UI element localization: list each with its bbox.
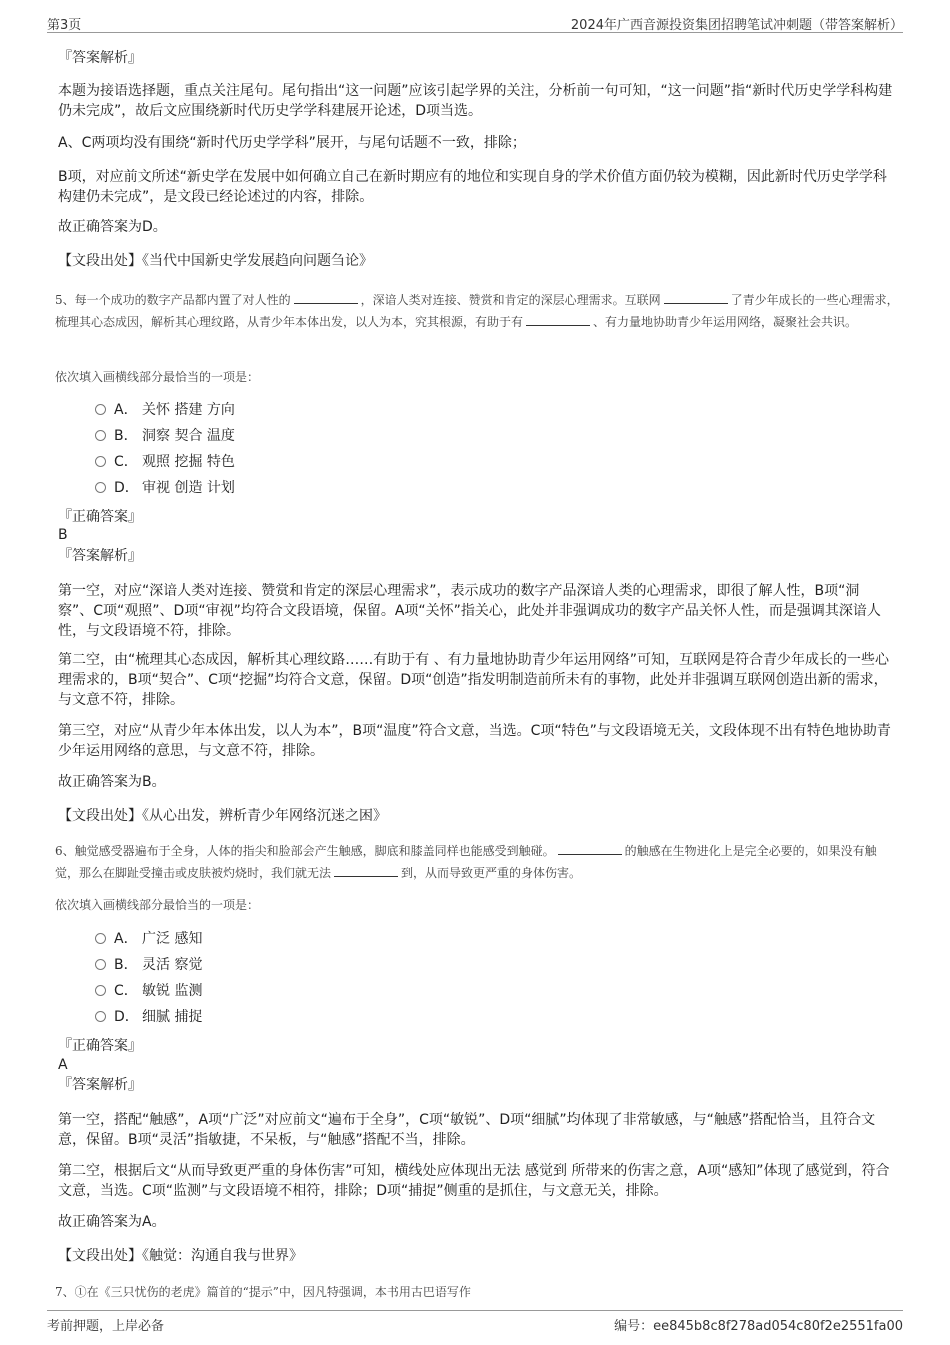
q5-option-c[interactable]: C． 观照 挖掘 特色	[95, 452, 235, 472]
radio-icon[interactable]	[95, 404, 106, 415]
q6-question-text: 6、触觉感受器遍布于全身，人体的指尖和脸部会产生触感，脚底和膝盖同样也能感受到触碰。 的触感在生物进化上是完全必要的，如果没有触觉，那么在脚趾受撞击或皮肤被灼烧时，我们就无法 到，从而导致更严重的身体伤害。	[55, 844, 877, 880]
q5-analysis-para3: 第三空，对应“从青少年本体出发，以人为本”，B项“温度”符合文意，当选。C项“特色”与文段语境无关，文段体现不出有特色地协助青少年运用网络的意思，与文意不符，排除。	[58, 723, 891, 759]
q6-source: 【文段出处】《触觉：沟通自我与世界》	[58, 1248, 303, 1264]
q6-analysis-para1: 第一空，搭配“触感”，A项“广泛”对应前文“遍布于全身”，C项“敏锐”、D项“细腻”均体现了非常敏感，与“触感”搭配恰当，且符合文意，保留。B项“灵活”指敏捷，不呆板，与“触感”搭配不当，排除。	[58, 1112, 876, 1148]
radio-icon[interactable]	[95, 482, 106, 493]
q5-option-b[interactable]: B． 洞察 契合 温度	[95, 426, 235, 446]
q5-correct-answer: B	[58, 527, 68, 543]
page-footer	[47, 1310, 903, 1334]
page-number: 第3页	[47, 18, 82, 33]
radio-icon[interactable]	[95, 430, 106, 441]
footer-slogan: 考前押题，上岸必备	[47, 1319, 165, 1334]
fill-blank	[334, 864, 398, 877]
q4-conclusion: 故正确答案为D。	[58, 219, 167, 235]
q6-analysis-para2: 第二空，根据后文“从而导致更严重的身体伤害”可知，横线处应体现出无法 感觉到 所带来的伤害之意，A项“感知”体现了感觉到，符合文意，当选。C项“监测”与文段语境不相符，排除；D项“捕捉”侧重的是抓住，与文意无关，排除。	[58, 1163, 890, 1199]
fill-blank	[294, 291, 358, 304]
radio-icon[interactable]	[95, 959, 106, 970]
radio-icon[interactable]	[95, 1011, 106, 1022]
page-header	[47, 12, 903, 33]
q6-correct-answer: A	[58, 1057, 68, 1073]
q4-analysis-para1: 本题为接语选择题，重点关注尾句。尾句指出“这一问题”应该引起学界的关注，分析前一句可知，“这一问题”指“新时代历史学学科构建仍未完成”，故后文应围绕新时代历史学学科建展开论述，D项当选。	[58, 83, 893, 119]
q6-option-b[interactable]: B． 灵活 察觉	[95, 955, 202, 975]
document-code: 编号：ee845b8c8f278ad054c80f2e2551fa00	[614, 1319, 903, 1334]
radio-icon[interactable]	[95, 933, 106, 944]
document-title: 2024年广西音源投资集团招聘笔试冲刺题（带答案解析）	[570, 18, 903, 33]
q5-prompt: 依次填入画横线部分最恰当的一项是：	[55, 370, 260, 384]
q5-analysis-para2: 第二空，由“梳理其心态成因，解析其心理纹路……有助于有 、有力量地协助青少年运用网络”可知，互联网是符合青少年成长的一些心理需求的，B项“契合”、C项“挖掘”均符合文意，保留。D项“创造”指发明制造前所未有的事物，此处并非强调互联网创造出新的需求，与文意不符，排除。	[58, 652, 889, 708]
q6-conclusion: 故正确答案为A。	[58, 1214, 166, 1230]
q5-analysis-para1: 第一空，对应“深谙人类对连接、赞赏和肯定的深层心理需求”，表示成功的数字产品深谙人类的心理需求，即很了解人性，B项“洞察”、C项“观照”、D项“审视”均符合文段语境，保留。A项“关怀”指关心，此处并非强调成功的数字产品关怀人性，而是强调其深谙人性，与文段语境不符，排除。	[58, 583, 881, 639]
q5-question-text: 5、每一个成功的数字产品都内置了对人性的 ，深谙人类对连接、赞赏和肯定的深层心理需求。互联网 了青少年成长的一些心理需求，梳理其心态成因，解析其心理纹路，从青少年本体出发，以人为本，究其根源，有助于有 、有力量地协助青少年运用网络，凝聚社会共识。	[55, 293, 899, 329]
q6-option-a[interactable]: A． 广泛 感知	[95, 929, 202, 949]
q5-correct-label: 『正确答案』	[58, 509, 142, 525]
q4-analysis-label: 『答案解析』	[58, 50, 142, 66]
q4-analysis-para2: A、C两项均没有围绕“新时代历史学学科”展开，与尾句话题不一致，排除；	[58, 135, 526, 151]
q4-source: 【文段出处】《当代中国新史学发展趋向问题刍论》	[58, 253, 373, 269]
radio-icon[interactable]	[95, 456, 106, 467]
q6-option-d[interactable]: D． 细腻 捕捉	[95, 1007, 202, 1027]
fill-blank	[558, 842, 622, 855]
q4-analysis-para3: B项，对应前文所述“新史学在发展中如何确立自己在新时期应有的地位和实现自身的学术价值方面仍较为模糊，因此新时代历史学学科构建仍未完成”，是文段已经论述过的内容，排除。	[58, 169, 887, 205]
q7-question-text: 7、①在《三只忧伤的老虎》篇首的“提示”中，因凡特强调，本书用古巴语写作	[55, 1285, 471, 1299]
q5-option-d[interactable]: D． 审视 创造 计划	[95, 478, 235, 498]
q5-conclusion: 故正确答案为B。	[58, 774, 166, 790]
fill-blank	[664, 291, 728, 304]
q5-option-a[interactable]: A． 关怀 搭建 方向	[95, 400, 235, 420]
q6-analysis-label: 『答案解析』	[58, 1077, 142, 1093]
q6-option-c[interactable]: C． 敏锐 监测	[95, 981, 202, 1001]
q6-prompt: 依次填入画横线部分最恰当的一项是：	[55, 898, 260, 912]
radio-icon[interactable]	[95, 985, 106, 996]
fill-blank	[526, 313, 590, 326]
q5-analysis-label: 『答案解析』	[58, 548, 142, 564]
q5-source: 【文段出处】《从心出发，辨析青少年网络沉迷之困》	[58, 808, 387, 824]
q6-correct-label: 『正确答案』	[58, 1038, 142, 1054]
